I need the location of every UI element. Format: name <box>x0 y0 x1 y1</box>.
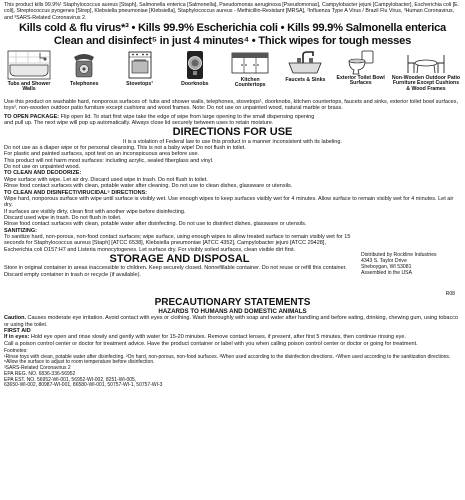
kitchen-countertop-icon <box>230 49 270 77</box>
sanitizing-label: SANITIZING: <box>4 227 37 234</box>
toilet-bowl-icon <box>346 49 376 75</box>
epa-reg-number: EPA REG. NO. 6836-336-56952 <box>4 370 76 377</box>
sanitizing-and-distributor <box>4 228 461 297</box>
disinfect-line: Rinse food contact surfaces with clean, potable water after disinfecting. Do not use to disinfect dishes, glassware or utensils. <box>4 221 307 228</box>
distributor-block <box>355 228 461 297</box>
telephone-icon <box>69 49 99 81</box>
sanitizing-text: To sanitize hard, non-porous, non-food contact surfaces; wipe surface, using enough wipes to allow treated surface to remain visibly wet for 15 seconds for Staphylococcus aureus [Staph] [ATCC 6538], Klebsiella pneumoniae [ATCC 4352], Campylobacter jejuni [ATCC 29428], Escherichia coli O157:H7 and Listeria monocytogenes. Let surface dry. For visibly soiled surfaces, clean visible dirt first. <box>4 233 351 253</box>
distributor-line: Assembled in the USA <box>361 270 412 277</box>
label-body <box>4 99 461 389</box>
icon-item-faucets <box>280 49 330 84</box>
footnote-line: ³SARS-Related Coronavirus 2 <box>4 365 71 372</box>
epa-est-number: EPA EST. NO. 56952-WI-001, 56952-WI-002, 8251-WI-005, <box>4 376 137 383</box>
icon-label: Non-Wooden Outdoor Patio Furniture Except Cushions & Wood Frames <box>391 74 461 93</box>
storage-title: STORAGE AND DISPOSAL <box>109 252 250 265</box>
icon-label: Kitchen Countertops <box>234 76 266 89</box>
icon-label: Faucets & Sinks <box>285 76 326 83</box>
sanitizing-block <box>4 228 355 297</box>
footnotes-block <box>4 349 461 389</box>
tubs-showers-icon <box>6 49 52 81</box>
clean-deodorize-line: Wipe surface with wipe. Let air dry. Discard used wipe in trash. Do not flush in toilet. <box>4 176 208 183</box>
disinfect-label: TO CLEAN AND DISINFECT/VIRUCIDAL⁵ DIRECTIONS: <box>4 189 148 196</box>
eyes-text: Hold eye open and rinse slowly and gently with water for 15-20 minutes. Remove contact lenses, if present, after first 5 minutes, then continue rinsing eye. <box>29 334 407 341</box>
violation-statement: It is a violation of Federal law to use this product in a manner inconsistent with its labeling. <box>123 138 342 145</box>
icon-item-outdoor-furniture <box>391 49 461 93</box>
disinfect-line: Discard used wipe in trash. Do not flush in toilet. <box>4 214 122 221</box>
open-package-label: TO OPEN PACKAGE: <box>4 113 60 120</box>
open-package-text: Flip open lid. To start first wipe take the edge of wipe from large opening to the small dispensing opening and pull up. The next wipe will pop up automatically. Always close lid securely between uses to retain moisture. <box>4 113 315 126</box>
surface-icons-row <box>4 49 461 99</box>
footnotes-label: Footnotes: <box>4 348 28 355</box>
eyes-paragraph <box>4 334 461 340</box>
icon-item-tubs <box>4 49 54 93</box>
headline-line-1: Kills cold & flu virus*³ • Kills 99.9% Escherichia coli • Kills 99.9% Salmonella enterica <box>18 21 447 34</box>
caution-paragraph <box>4 315 461 328</box>
stovetop-icon <box>125 49 155 81</box>
faucet-sink-icon <box>285 49 325 77</box>
outdoor-furniture-icon <box>406 49 446 75</box>
direction-line: For plastic and painted surfaces, spot test on an inconspicuous area before use. <box>4 151 200 158</box>
storage-text: Store in original container in areas inaccessible to children. Keep securely closed. Nonrefillable container. Do not reuse or refill this container. Discard empty container in trash or recycle (if available). <box>4 265 347 278</box>
headline-line-2: Clean and disinfect⁵ in just 4 minutes⁴ • Thick wipes for tough messes <box>53 34 412 47</box>
doorknob-icon <box>181 49 209 81</box>
open-package-paragraph <box>4 114 316 127</box>
intro-paragraph: This product kills 99.9%¹ Staphylococcus aureus [Staph], Salmonella enterica [Salmonella], Pseudomonas aeruginosa [Pseudomonas], Campylobacter jejuni [Campylobacter], Escherichia coli [E. coli], Streptococcus pyogenes [Strep], Klebsiella pneumoniae [Klebsiella], Staphylococcus aureus - Methicillin-Resistant [MRSA], ²Influenza Type A Virus / Brazil Flu Virus, ³Human Coronavirus, and ³SARS-Related Coronavirus 2. <box>4 2 460 21</box>
clean-deodorize-line: Rinse food contact surfaces with clean, potable water after cleaning. Do not use to clean dishes, glassware or utensils. <box>4 183 293 190</box>
hazards-title: HAZARDS TO HUMANS AND DOMESTIC ANIMALS <box>158 307 307 315</box>
icon-item-stovetops <box>115 49 165 88</box>
caution-label: Caution. <box>4 315 26 322</box>
icon-item-telephones <box>59 49 109 88</box>
use-paragraph: Use this product on washable hard, nonporous surfaces of: tubs and shower walls, telephones, stovetops¹, doorknobs, kitchen countertops, faucets and sinks, exterior toilet bowl surfaces, toys², non-wooden outdoor patio furniture except cushions and wood frames. Note: Do not use on unpainted wood, natural marble or brass. <box>4 98 458 112</box>
eyes-label: If in eyes: <box>4 334 30 341</box>
first-aid-label: FIRST AID <box>4 328 31 335</box>
icon-label: Doorknobs <box>181 80 209 87</box>
icon-label: Tubs and Shower Walls <box>7 80 51 93</box>
epa-est-number: 63650-WI-002, 80987-WI-001, 86580-WI-001, 50757-WI-1, 50757-WI-3 <box>4 382 163 389</box>
distributor-line: 4343 S. Taylor Drive <box>361 257 407 264</box>
icon-item-doorknobs <box>170 49 220 88</box>
directions-title: DIRECTIONS FOR USE <box>172 126 293 139</box>
icon-item-toilet <box>336 49 386 87</box>
distributor-line: Distributed by Rockline Industries <box>361 251 437 258</box>
disinfect-line: If surfaces are visibly dirty, clean first with another wipe before disinfecting. <box>4 208 186 215</box>
distributor-line: Sheboygan, WI 53081 <box>361 264 412 271</box>
icon-label: Stovetops¹ <box>126 80 153 87</box>
caution-text: Causes moderate eye irritation. Avoid contact with eyes or clothing. Wash thoroughly with soap and water after handling and before eating, drinking, chewing gum, using tobacco or using the toilet. <box>4 315 458 328</box>
poison-control-text: Call a poison control center or doctor for treatment advice. Have the product container or label with you when calling poison control center or doctor or going for treatment. <box>4 340 418 347</box>
direction-line: Do not use on unpainted wood. <box>4 164 81 171</box>
direction-line: Do not use as a diaper wipe or for personal cleansing. This is not a baby wipe! Do not flush in toilet. <box>4 145 246 152</box>
icon-item-countertops <box>225 49 275 89</box>
precaution-title: PRECAUTIONARY STATEMENTS <box>154 297 311 309</box>
icon-label: Telephones <box>70 80 99 87</box>
disinfect-line: Wipe hard, nonporous surface with wipe until surface is visibly wet. Use enough wipes to keep surfaces visibly wet for 4 minutes. Allow surface to remain visibly wet for 4 minutes. Let air dry. <box>4 195 454 209</box>
icon-label: Exterior Toilet Bowl Surfaces <box>336 74 385 87</box>
lot-code: R08 <box>445 290 455 297</box>
clean-deodorize-label: TO CLEAN AND DEODORIZE: <box>4 170 82 177</box>
direction-line: This product will not harm most surfaces: including acrylic, sealed fiberglass and vinyl. <box>4 157 214 164</box>
footnote-line: ¹Rinse toys with clean, potable water after disinfecting. ²On hard, non-porous, non-food surfaces. ³When used according to the disinfection directions. ⁴When used according to the sanitization directions. ⁵Allow the surface to adjust to room temperature before disinfection. <box>4 353 451 366</box>
